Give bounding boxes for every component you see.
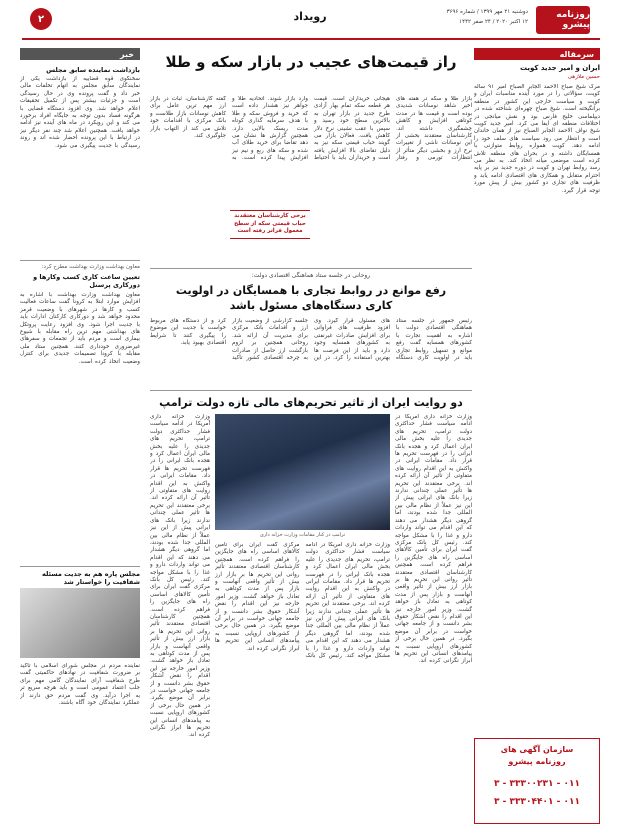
ad-box <box>474 738 600 824</box>
story2-kicker: روحانی در جلسه ستاد هماهنگی اقتصادی دولت: <box>251 272 371 279</box>
divider <box>150 390 472 391</box>
story3-body-bottom: وزارت خزانه داری آمریکا در ادامه سیاست فشار حداکثری دولت ترامپ، تحریم های جدیدی را علیه بخش مالی ایران اعمال کرد و هجده بانک ایرانی را در فهرست تحریم ها قرار داد. مقامات ایرانی در واکنش به این اقدام روایت های متفاوتی از تأثیر آن ارائه کرده اند. برخی معتقدند این تحریم ها تأثیر عملی چندانی ندارند زیرا بانک های ایرانی پیش از این نیز عملاً از نظام مالی بین المللی جدا شده بودند، اما گروهی دیگر هشدار می دهند که این اقدام می تواند واردات دارو و غذا را با مشکل مواجه کند. رئیس کل بانک مرکزی گفت ایران برای تأمین کالاهای اساسی راه های جایگزین را فراهم کرده است. همچنین کارشناسان اقتصادی معتقدند تأثیر روانی این تحریم ها بر بازار ارز بیش از تأثیر واقعی آنهاست و بازار پس از مدت کوتاهی به تعادل باز خواهد گشت. وزیر امور خارجه نیز این اقدام را نقض آشکار حقوق بشر دانست و از جامعه جهانی خواست در برابر آن موضع بگیرد. در همین حال برخی از کشورهای اروپایی نسبت به پیامدهای انسانی این تحریم ها ابراز نگرانی کرده اند. <box>215 542 390 660</box>
news-column <box>20 48 140 828</box>
logo: روزنامه پیشرو <box>536 6 590 34</box>
story2-headline: رفع موانع در روابط تجاری با همسایگان در اولویت کاری دستگاه‌های مسئول باشد <box>175 284 447 312</box>
main-headline: راز قیمت‌های عجیب در بازار سکه و طلا <box>165 53 457 71</box>
date-line-1: دوشنبه ۲۱ مهر ۱۳۹۹ / شماره ۳۶۹۶ <box>446 9 528 15</box>
story3-photo-caption: ترامپ در کنار مقامات وزارت خزانه داری <box>259 532 346 538</box>
news-item-3-body: نماینده مردم در مجلس شورای اسلامی با تاکید بر ضرورت شفافیت در نهادهای حاکمیتی گفت طرح شفافیت آرای نمایندگان گامی مهم برای جلب اعتماد عمومی است و باید هرچه سریع تر به اجرا درآید. وی گفت مردم حق دارند از عملکرد نمایندگان خود آگاه باشند. <box>20 663 140 707</box>
news-item-2-kicker: معاون بهداشت وزارت بهداشت مطرح کرد: <box>41 264 140 270</box>
editorial-body: مرگ شیخ صباح الاحمد الجابر الصباح امیر ۹۱ ساله کویت، سؤالاتی را در مورد آینده مناسبات ایران و کویت و سیاست خارجی این کشور در منطقه برانگیخته است. شیخ صباح چهره‌ای شناخته شده در دیپلماسی خلیج فارس بود و نقش میانجی در اختلافات منطقه ای ایفا می کرد. امیر جدید کویت شیخ نواف الاحمد الجابر الصباح نیز از همان خاندان است و انتظار می رود سیاست های سلف خود را ادامه دهد. کویت همواره روابط متوازنی با همسایگان داشته و در بحران های منطقه تلاش کرده است موضعی میانه اتخاذ کند. به نظر می رسد روابط تهران و کویت در دوره جدید نیز بر پایه احترام متقابل و همکاری های اقتصادی ادامه یابد و ظرفیت های تجاری دو کشور بیش از پیش مورد توجه قرار گیرد. <box>474 84 600 194</box>
news-item-1-body: سخنگوی قوه قضاییه از بازداشت یکی از نمایندگان سابق مجلس به اتهام تخلفات مالی خبر داد و گفت پرونده وی در حال رسیدگی است و جزئیات بیشتر پس از تکمیل تحقیقات اعلام خواهد شد. وی افزود دستگاه قضایی با هرگونه فساد بدون توجه به جایگاه افراد برخورد می کند و این رویکرد در ماه های آینده نیز ادامه خواهد یافت. همچنین اعلام شد چند نفر دیگر نیز در ارتباط با این پرونده احضار شده اند و روند رسیدگی با جدیت پیگیری می شود. <box>20 76 140 149</box>
editorial-column <box>474 48 600 828</box>
news-item-2-title: تعیین ساعت کاری کسب وکارها و دورکاری پرسنل <box>33 273 140 289</box>
ad-phone-1: ۰۱۱ - ۳۳۳۰۰۲۳۱ - ۳ <box>494 779 580 789</box>
news-item-3-photo <box>20 588 140 658</box>
story2-body: رئیس جمهور در جلسه ستاد هماهنگی اقتصادی دولت با اشاره به اهمیت تجارت با کشورهای همسایه گفت رفع موانع و تسهیل روابط تجاری باید در اولویت کاری دستگاه های مسئول قرار گیرد. وی افزود ظرفیت های فراوانی برای افزایش صادرات غیرنفتی به کشورهای همسایه وجود دارد و باید از این فرصت ها بهترین استفاده را کرد. در این جلسه گزارشی از وضعیت بازار ارز و اقدامات بانک مرکزی برای مدیریت آن ارائه شد. روحانی همچنین بر لزوم بازگشت ارز حاصل از صادرات به چرخه اقتصادی کشور تاکید کرد و از دستگاه های مربوط خواست با جدیت این موضوع را پیگیری کنند تا شرایط اقتصادی بهبود یابد. <box>150 318 472 362</box>
ad-phone-2: ۰۱۱ - ۳۳۳۰۴۴۰۱ - ۳ <box>494 797 580 807</box>
ad-title-1: سازمان آگهی های <box>500 745 574 754</box>
header-rule <box>22 38 600 40</box>
section-title: رویداد <box>293 10 327 23</box>
masthead <box>0 0 620 44</box>
news-label: خبر <box>20 48 140 60</box>
pull-quote: برخی کارشناسان معتقدند حباب قیمتی سکه از سطح معمول فراتر رفته است <box>230 210 310 239</box>
editorial-label: سرمقاله <box>474 48 600 60</box>
story3-photo <box>215 414 390 530</box>
divider <box>150 268 472 269</box>
story3-headline: دو روایت ایران از تاثیر تحریم‌های مالی تازه دولت ترامپ <box>159 396 463 409</box>
news-item-3-title: مجلس پاره هم به جدیت مسئله شفافیت را خواستار شد <box>42 570 140 586</box>
main-body: بازار طلا و سکه در هفته های اخیر شاهد نوسانات شدیدی بوده است و قیمت ها در مدت کوتاهی افزایش و کاهش چشمگیری داشته اند. کارشناسان معتقدند بخشی از این نوسانات ناشی از تغییرات نرخ ارز و بخشی دیگر متأثر از انتظارات تورمی و رفتار هیجانی خریداران است. قیمت هر قطعه سکه تمام بهار آزادی طرح جدید در بازار تهران به بالاترین سطح خود رسید و سپس با عقب نشینی نرخ دلار کاهش یافت. فعالان بازار می گویند حباب قیمتی سکه نیز به دلیل تقاضای بالا افزایش یافته است و خریداران باید با احتیاط وارد بازار شوند. اتحادیه طلا و جواهر نیز هشدار داده است که خرید و فروش سکه و طلا با هدف سرمایه گذاری کوتاه مدت ریسک بالایی دارد. همچنین گزارش ها نشان می دهد تقاضا برای خرید طلای آب شده و سکه های ربع و نیم نیز افزایش پیدا کرده است. به گفته کارشناسان، ثبات در بازار ارز مهم ترین عامل برای کاهش نوسانات بازار طلاست و بانک مرکزی با اقدامات خود تلاش می کند از التهاب بازار جلوگیری کند. <box>150 96 472 162</box>
news-item-2-body: معاون بهداشت وزارت بهداشت با اشاره به افزایش موارد ابتلا به کرونا گفت ساعات فعالیت کسب و کارها در شهرهای با وضعیت قرمز محدود خواهد شد و دورکاری کارکنان ادارات باید با جدیت اجرا شود. وی افزود رعایت پروتکل های بهداشتی مهم ترین راه مقابله با شیوع بیماری است و مردم باید از تجمعات و سفرهای غیرضروری خودداری کنند. همچنین ستاد ملی مقابله با کرونا تصمیمات جدیدی برای کنترل وضعیت اتخاذ کرده است. <box>20 292 140 365</box>
divider <box>20 260 140 261</box>
news-item-1-title: بازداشت نماینده سابق مجلس <box>46 66 140 74</box>
story3-body-right: وزارت خزانه داری آمریکا در ادامه سیاست فشار حداکثری دولت ترامپ، تحریم های جدیدی را علیه بخش مالی ایران اعمال کرد و هجده بانک ایرانی را در فهرست تحریم ها قرار داد. مقامات ایرانی در واکنش به این اقدام روایت های متفاوتی از تأثیر آن ارائه کرده اند. برخی معتقدند این تحریم ها تأثیر عملی چندانی ندارند زیرا بانک های ایرانی پیش از این نیز عملاً از نظام مالی بین المللی جدا شده بودند، اما گروهی دیگر هشدار می دهند که این اقدام می تواند واردات دارو و غذا را با مشکل مواجه کند. رئیس کل بانک مرکزی گفت ایران برای تأمین کالاهای اساسی راه های جایگزین را فراهم کرده است. همچنین کارشناسان اقتصادی معتقدند تأثیر روانی این تحریم ها بر بازار ارز بیش از تأثیر واقعی آنهاست و بازار پس از مدت کوتاهی به تعادل باز خواهد گشت. وزیر امور خارجه نیز این اقدام را نقض آشکار حقوق بشر دانست و از جامعه جهانی خواست در برابر آن موضع بگیرد. در همین حال برخی از کشورهای اروپایی نسبت به پیامدهای انسانی این تحریم ها ابراز نگرانی کرده اند. <box>395 414 472 665</box>
story3-body-left: وزارت خزانه داری آمریکا در ادامه سیاست فشار حداکثری دولت ترامپ، تحریم های جدیدی را علیه بخش مالی ایران اعمال کرد و هجده بانک ایرانی را در فهرست تحریم ها قرار داد. مقامات ایرانی در واکنش به این اقدام روایت های متفاوتی از تأثیر آن ارائه کرده اند. برخی معتقدند این تحریم ها تأثیر عملی چندانی ندارند زیرا بانک های ایرانی پیش از این نیز عملاً از نظام مالی بین المللی جدا شده بودند، اما گروهی دیگر هشدار می دهند که این اقدام می تواند واردات دارو و غذا را با مشکل مواجه کند. رئیس کل بانک مرکزی گفت ایران برای تأمین کالاهای اساسی راه های جایگزین را فراهم کرده است. همچنین کارشناسان اقتصادی معتقدند تأثیر روانی این تحریم ها بر بازار ارز بیش از تأثیر واقعی آنهاست و بازار پس از مدت کوتاهی به تعادل باز خواهد گشت. وزیر امور خارجه نیز این اقدام را نقض آشکار حقوق بشر دانست و از جامعه جهانی خواست در برابر آن موضع بگیرد. در همین حال برخی از کشورهای اروپایی نسبت به پیامدهای انسانی این تحریم ها ابراز نگرانی کرده اند. <box>150 414 210 739</box>
page-number-badge: ۲ <box>30 8 52 30</box>
editorial-author: حسین ملازهی <box>567 74 600 80</box>
ad-title-2: روزنامه پیشرو <box>508 757 566 766</box>
editorial-title: ایران و امیر جدید کویت <box>519 64 600 72</box>
date-line-2: ۱۲ اکتبر ۲۰۲۰ / ۲۴ صفر ۱۴۴۲ <box>459 19 528 25</box>
divider <box>20 566 140 567</box>
